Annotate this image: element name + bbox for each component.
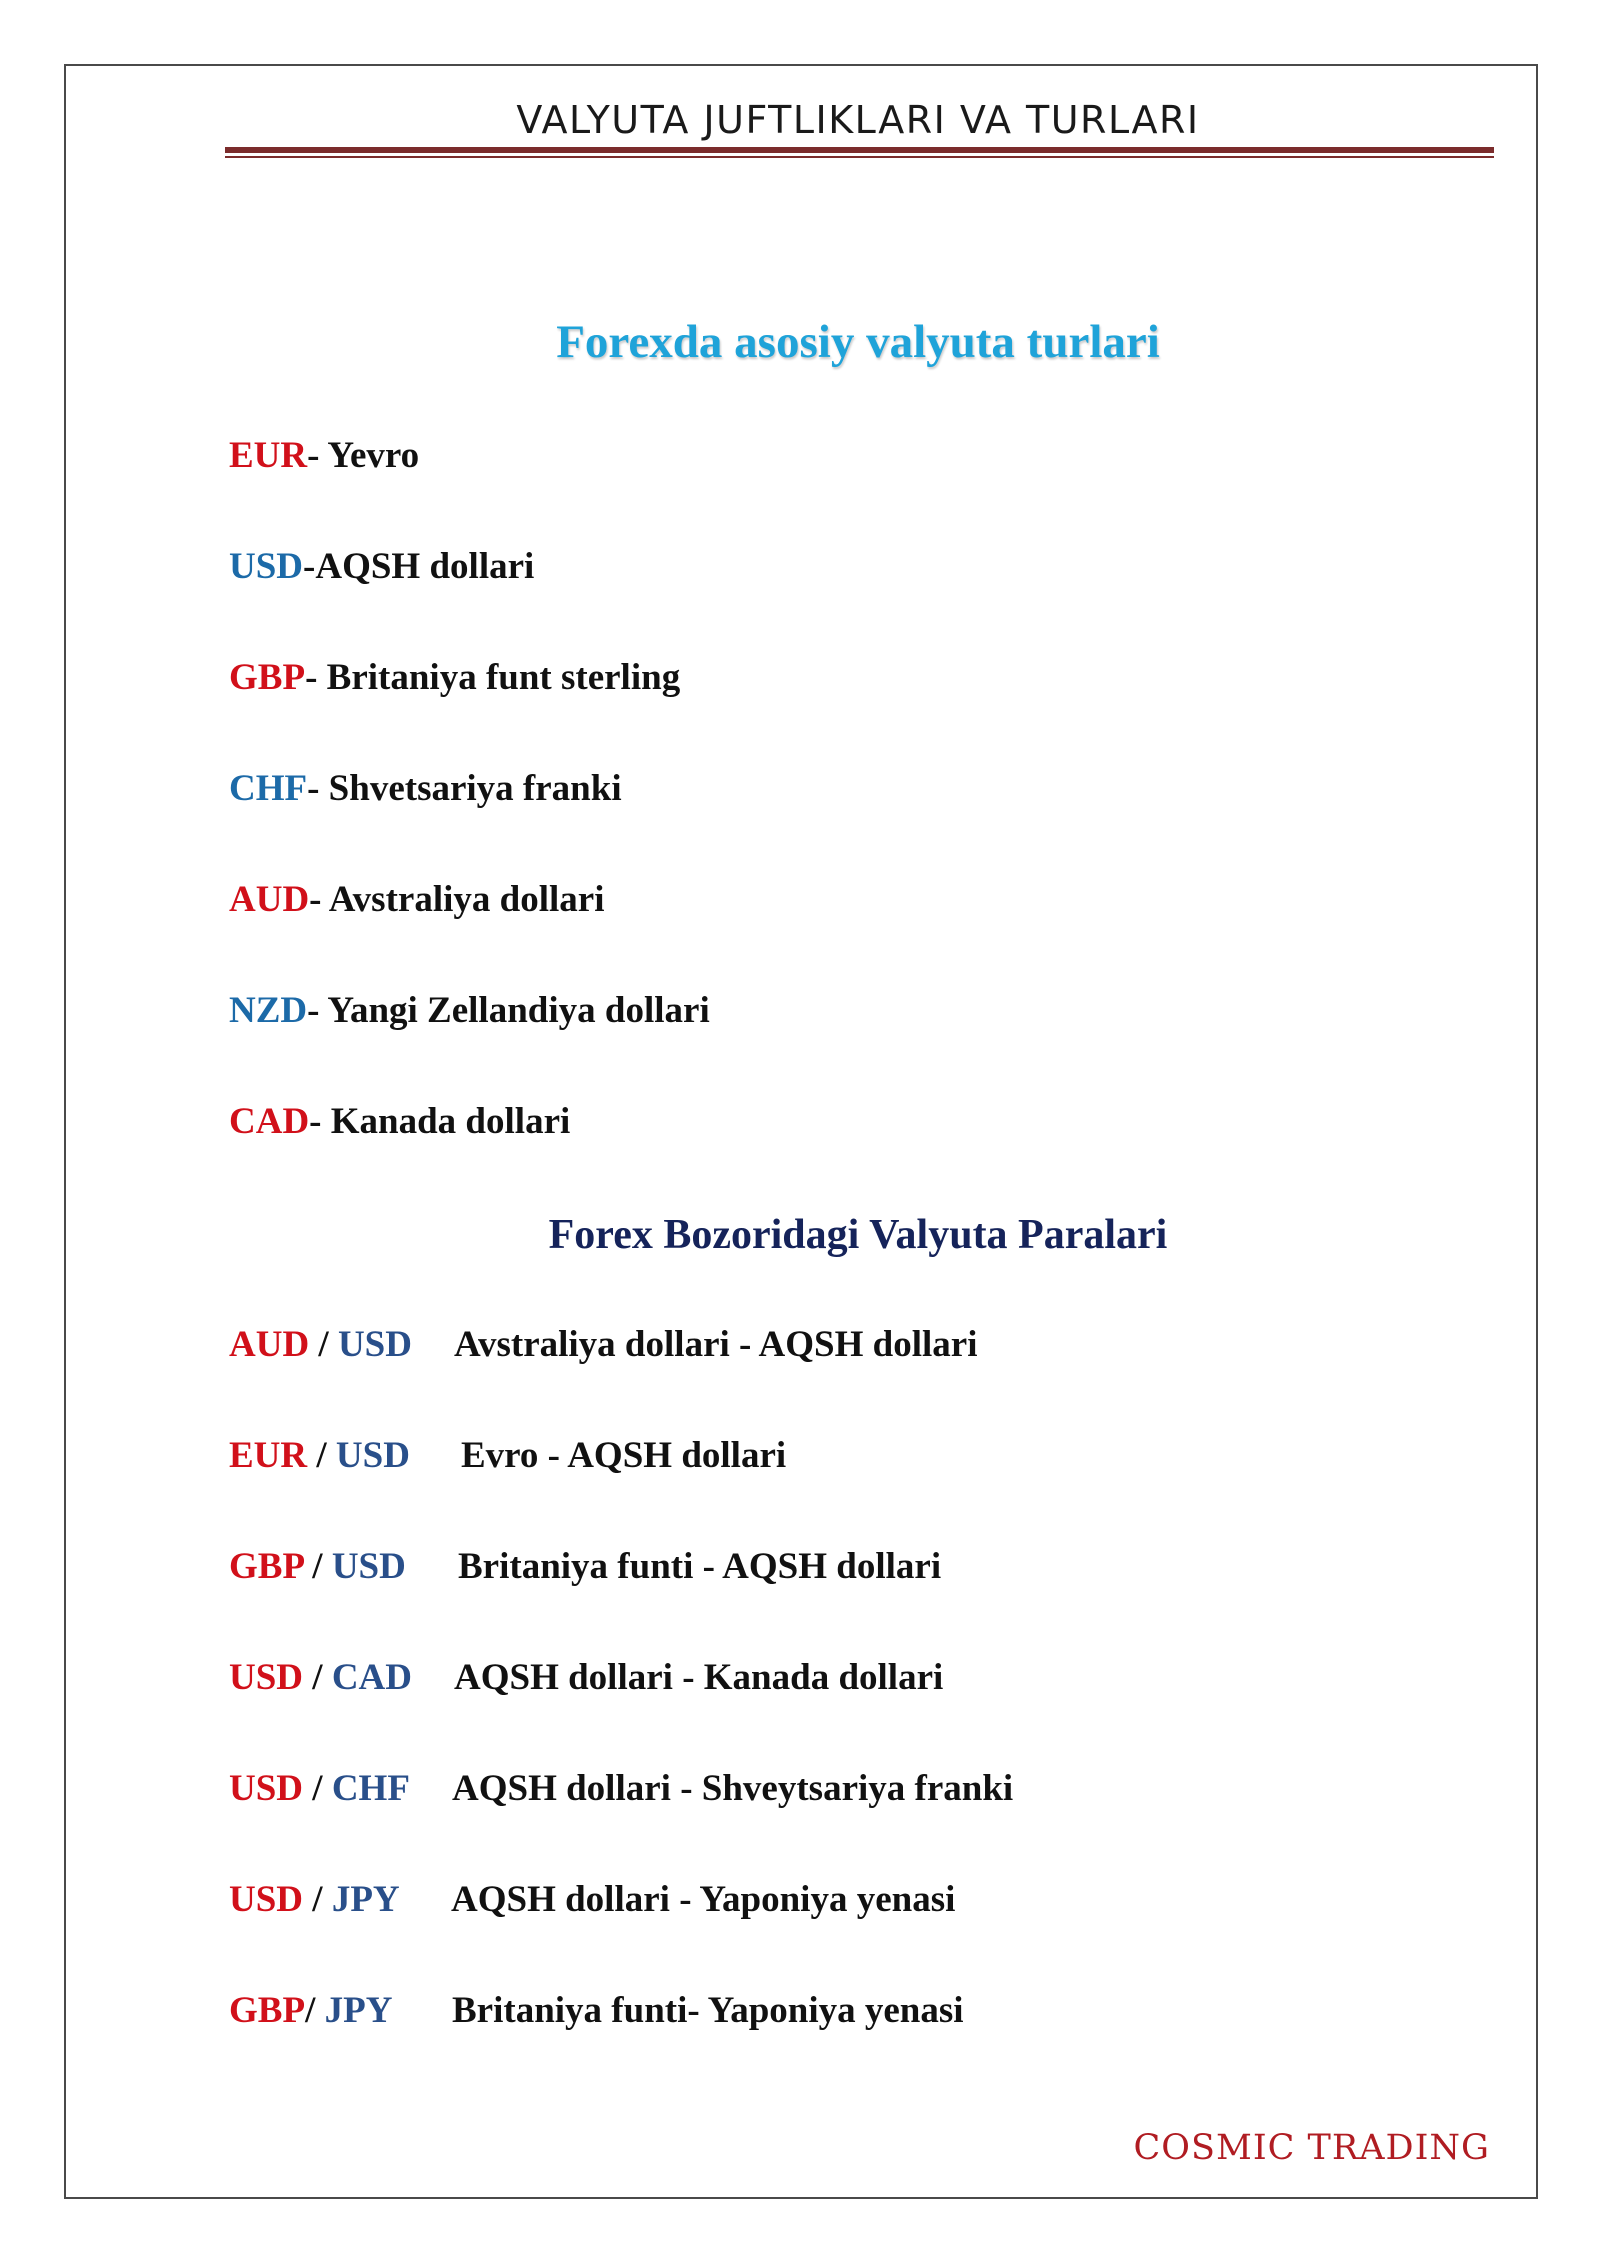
pair-quote-code: USD bbox=[335, 1435, 410, 1476]
currency-name: - Shvetsariya franki bbox=[307, 768, 622, 809]
pair-description: Evro - AQSH dollari bbox=[461, 1435, 787, 1476]
pair-base-code: EUR bbox=[229, 1435, 308, 1476]
currency-item bbox=[229, 652, 680, 704]
currency-pair-item bbox=[229, 1319, 978, 1371]
pair-base-code: USD bbox=[229, 1879, 304, 1920]
currency-name: - Yevro bbox=[307, 435, 420, 476]
section-title-currency-pairs: Forex Bozoridagi Valyuta Paralari bbox=[548, 1212, 1168, 1258]
currency-code: CAD bbox=[229, 1101, 310, 1142]
pair-code bbox=[229, 1652, 454, 1704]
pair-quote-code: CAD bbox=[331, 1657, 412, 1698]
currency-name: - Britaniya funt sterling bbox=[305, 657, 681, 698]
currency-pair-item bbox=[229, 1652, 943, 1704]
currency-name: - Yangi Zellandiya dollari bbox=[307, 990, 710, 1031]
pair-separator: / bbox=[303, 1657, 332, 1698]
pair-base-code: GBP bbox=[229, 1546, 304, 1587]
pair-description: AQSH dollari - Shveytsariya franki bbox=[452, 1768, 1014, 1809]
currency-item bbox=[229, 430, 419, 482]
pair-quote-code: JPY bbox=[331, 1879, 400, 1920]
pair-code bbox=[229, 1541, 458, 1593]
pair-separator: / bbox=[305, 1990, 325, 2031]
currency-pair-item bbox=[229, 1541, 941, 1593]
document-header-title: VALYUTA JUFTLIKLARI VA TURLARI bbox=[516, 98, 1200, 142]
pair-separator: / bbox=[307, 1435, 336, 1476]
currency-name: - Avstraliya dollari bbox=[309, 879, 605, 920]
pair-code bbox=[229, 1319, 454, 1371]
currency-code: EUR bbox=[229, 435, 308, 476]
currency-item bbox=[229, 541, 534, 593]
pair-base-code: USD bbox=[229, 1768, 304, 1809]
pair-description: AQSH dollari - Kanada dollari bbox=[454, 1657, 944, 1698]
currency-code: GBP bbox=[229, 657, 306, 698]
currency-item bbox=[229, 763, 622, 815]
pair-code bbox=[229, 1430, 461, 1482]
pair-separator: / bbox=[309, 1324, 338, 1365]
pair-code bbox=[229, 1985, 452, 2037]
pair-base-code: AUD bbox=[229, 1324, 310, 1365]
footer-brand: COSMIC TRADING bbox=[1133, 2128, 1490, 2168]
currency-pair-item bbox=[229, 1763, 1013, 1815]
pair-quote-code: JPY bbox=[324, 1990, 393, 2031]
currency-name: -AQSH dollari bbox=[303, 546, 535, 587]
pair-separator: / bbox=[303, 1768, 332, 1809]
currency-pair-item bbox=[229, 1430, 786, 1482]
pair-code bbox=[229, 1763, 452, 1815]
pair-separator: / bbox=[303, 1546, 332, 1587]
pair-quote-code: CHF bbox=[331, 1768, 410, 1809]
pair-description: AQSH dollari - Yaponiya yenasi bbox=[451, 1879, 956, 1920]
currency-item bbox=[229, 985, 710, 1037]
pair-base-code: USD bbox=[229, 1657, 304, 1698]
pair-quote-code: USD bbox=[331, 1546, 406, 1587]
pair-description: Britaniya funti - AQSH dollari bbox=[458, 1546, 942, 1587]
pair-description: Britaniya funti- Yaponiya yenasi bbox=[452, 1990, 964, 2031]
currency-pair-item bbox=[229, 1874, 955, 1926]
currency-item bbox=[229, 1096, 570, 1148]
pair-quote-code: USD bbox=[337, 1324, 412, 1365]
currency-code: CHF bbox=[229, 768, 308, 809]
pair-separator: / bbox=[303, 1879, 332, 1920]
currency-item bbox=[229, 874, 604, 926]
pair-description: Avstraliya dollari - AQSH dollari bbox=[454, 1324, 978, 1365]
currency-name: - Kanada dollari bbox=[309, 1101, 571, 1142]
currency-code: NZD bbox=[229, 990, 308, 1031]
currency-code: USD bbox=[229, 546, 304, 587]
currency-pair-item bbox=[229, 1985, 964, 2037]
header-rule-thin bbox=[225, 156, 1494, 158]
pair-base-code: GBP bbox=[229, 1990, 306, 2031]
pair-code bbox=[229, 1874, 451, 1926]
section-title-currency-types: Forexda asosiy valyuta turlari bbox=[556, 316, 1160, 368]
header-rule bbox=[225, 147, 1494, 153]
currency-code: AUD bbox=[229, 879, 310, 920]
